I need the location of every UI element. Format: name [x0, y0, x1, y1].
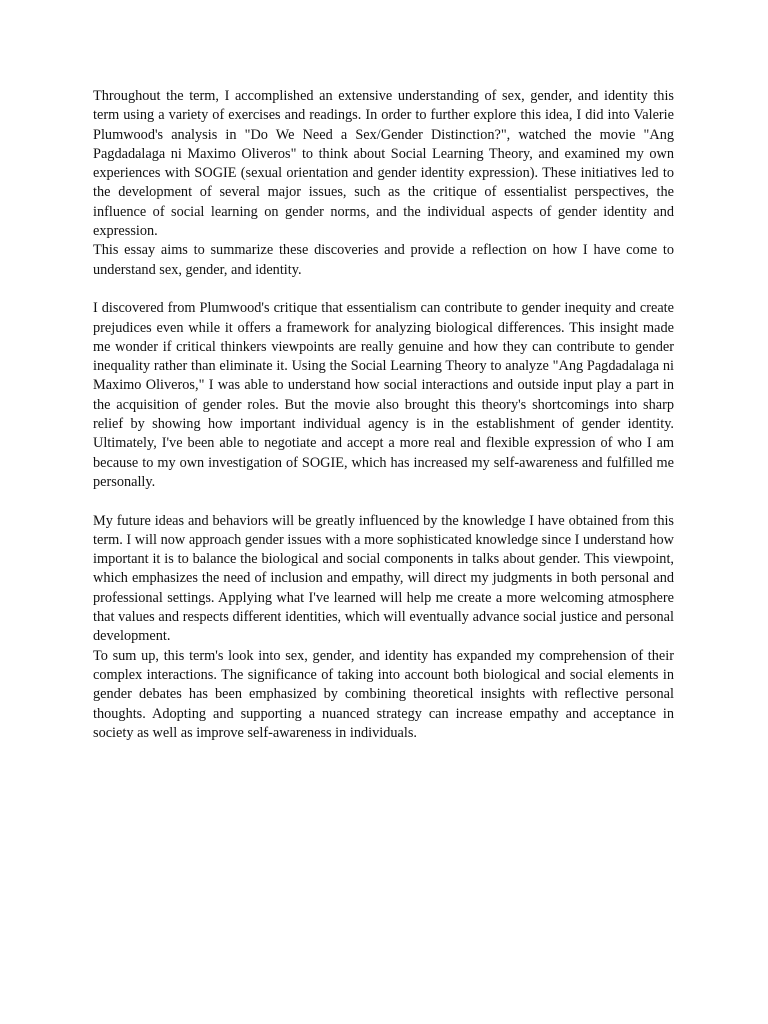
paragraph-spacer: [93, 492, 674, 511]
paragraph-spacer: [93, 280, 674, 299]
document-page: [93, 87, 674, 743]
paragraph-future: My future ideas and behaviors will be greatly influenced by the knowledge I have obtained from this term. I will now approach gender issues with a more sophisticated knowledge since I understand how important it is to balance the biological and social components in talks about gender. This viewpoint, which emphasizes the need of inclusion and empathy, will direct my judgments in both personal and professional settings. Applying what I've learned will help me create a more welcoming atmosphere that values and respects different identities, which will eventually advance social justice and personal development.: [93, 512, 674, 645]
paragraph-conclusion: To sum up, this term's look into sex, gender, and identity has expanded my comprehension of their complex interactions. The significance of taking into account both biological and social elements in gender debates has been emphasized by combining theoretical insights with reflective personal thoughts. Adopting and supporting a nuanced strategy can increase empathy and acceptance in society as well as improve self-awareness in individuals.: [93, 647, 674, 741]
paragraph-essay-aim: This essay aims to summarize these discoveries and provide a reflection on how I have come to understand sex, gender, and identity.: [93, 242, 674, 278]
paragraph-intro: Throughout the term, I accomplished an extensive understanding of sex, gender, and identity this term using a variety of exercises and readings. In order to further explore this idea, I did into Valerie Plumwood's analysis in "Do We Need a Sex/Gender Distinction?", watched the movie "Ang Pagdadalaga ni Maximo Oliveros" to think about Social Learning Theory, and examined my own experiences with SOGIE (sexual orientation and gender identity expression). These initiatives led to the development of several major issues, such as the critique of essentialist perspectives, the influence of social learning on gender norms, and the individual aspects of gender identity and expression.: [93, 88, 674, 240]
paragraph-discoveries: I discovered from Plumwood's critique that essentialism can contribute to gender inequity and create prejudices even while it offers a framework for analyzing biological differences. This insight made me wonder if critical thinkers viewpoints are really genuine and how they can contribute to gender inequality rather than eliminate it. Using the Social Learning Theory to analyze "Ang Pagdadalaga ni Maximo Oliveros," I was able to understand how social interactions and outside input play a part in the acquisition of gender roles. But the movie also brought this theory's shortcomings into sharp relief by showing how important individual agency is in the establishment of gender identity. Ultimately, I've been able to negotiate and accept a more real and flexible expression of who I am because to my own investigation of SOGIE, which has increased my self-awareness and fulfilled me personally.: [93, 300, 674, 490]
